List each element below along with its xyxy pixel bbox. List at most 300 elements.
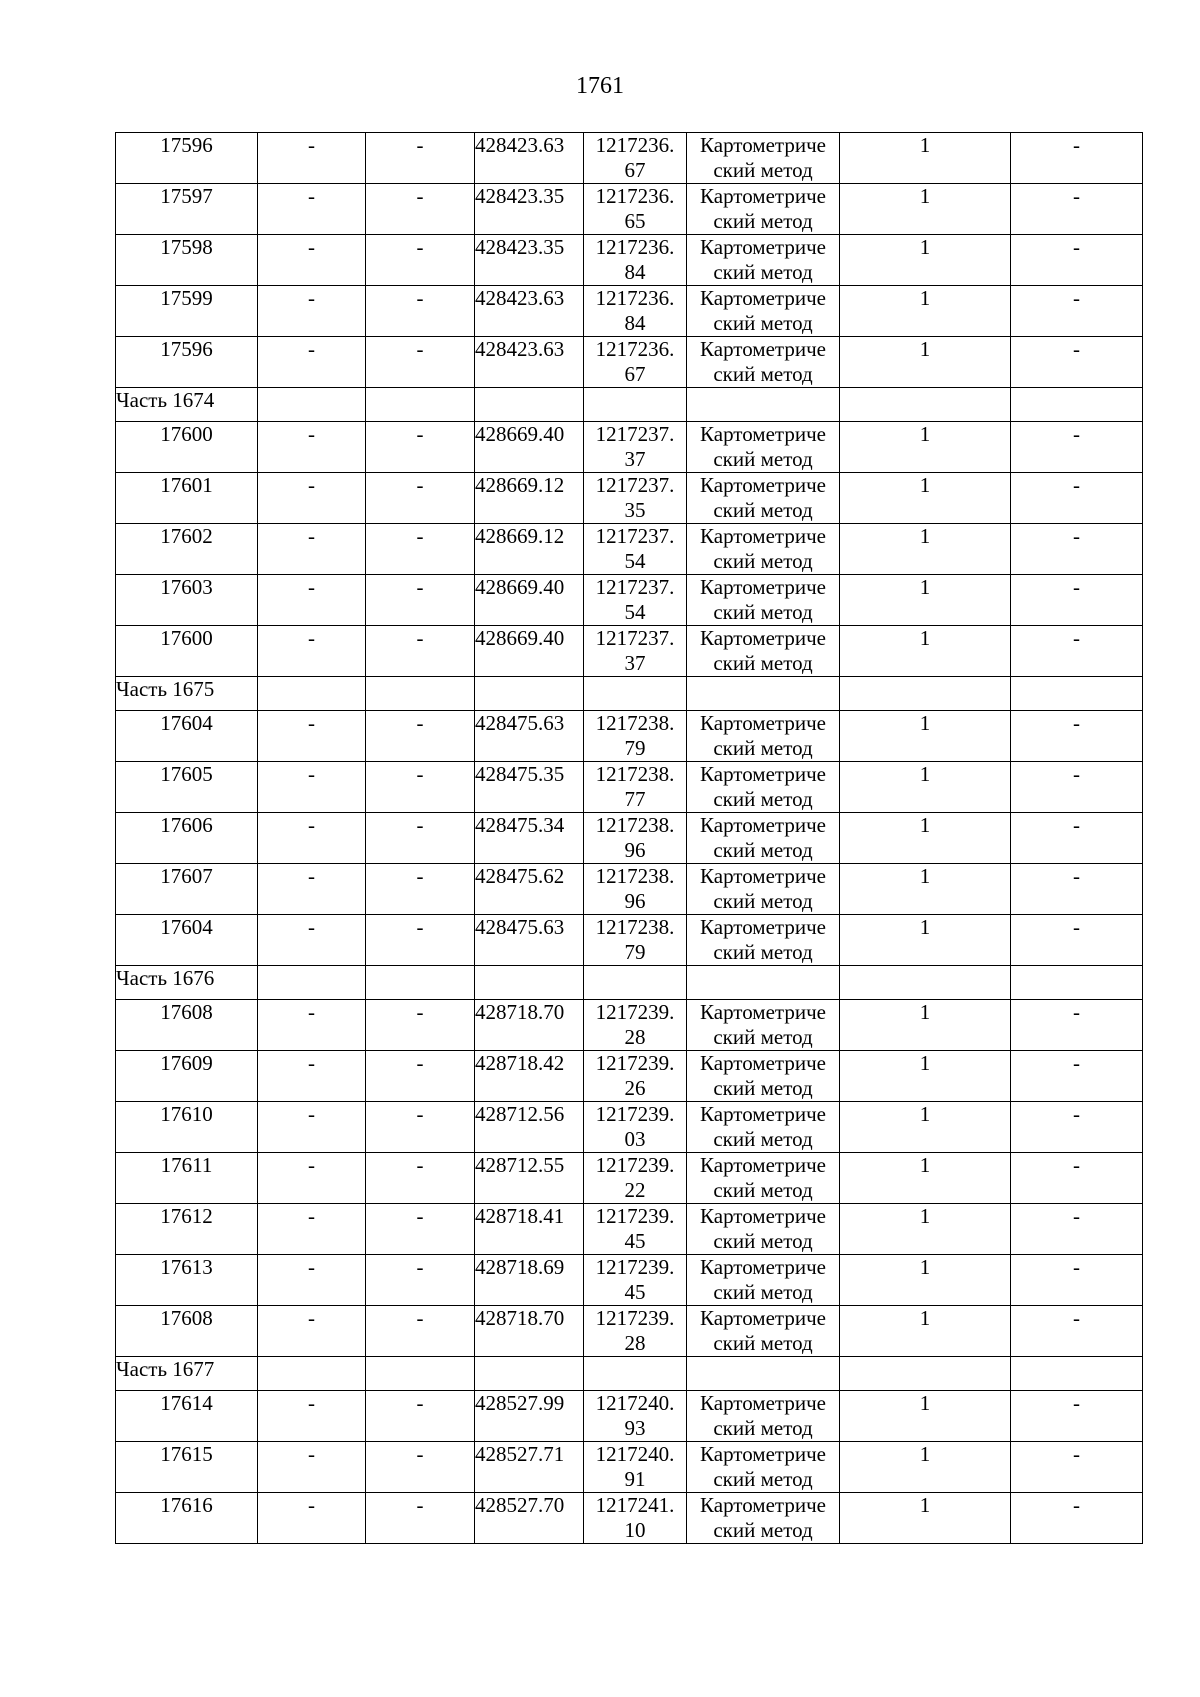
method-line-2: ский метод <box>713 1178 813 1202</box>
method-cell <box>687 813 840 864</box>
accuracy-cell: 1 <box>840 1255 1011 1306</box>
method-cell <box>687 286 840 337</box>
y-coordinate-cell <box>584 915 687 966</box>
dash-cell: - <box>258 1391 366 1442</box>
empty-cell <box>1011 388 1143 422</box>
table-row <box>116 473 1143 524</box>
empty-cell <box>584 966 687 1000</box>
method-line-1: Картометриче <box>700 1306 826 1330</box>
y-coordinate-line-1: 1217239. <box>595 1306 675 1330</box>
method-line-1: Картометриче <box>700 422 826 446</box>
dash-cell: - <box>258 1306 366 1357</box>
x-coordinate-cell: 428712.56 <box>475 1102 584 1153</box>
accuracy-cell: 1 <box>840 1000 1011 1051</box>
y-coordinate-line-2: 54 <box>624 600 646 624</box>
dash-cell: - <box>366 473 475 524</box>
dash-cell: - <box>1011 422 1143 473</box>
y-coordinate-line-2: 65 <box>624 209 646 233</box>
y-coordinate-line-1: 1217239. <box>595 1000 675 1024</box>
method-line-2: ский метод <box>713 1416 813 1440</box>
method-line-2: ский метод <box>713 549 813 573</box>
x-coordinate-cell: 428423.63 <box>475 337 584 388</box>
dash-cell: - <box>258 1051 366 1102</box>
dash-cell: - <box>1011 1306 1143 1357</box>
y-coordinate-line-2: 22 <box>624 1178 646 1202</box>
empty-cell <box>475 1357 584 1391</box>
dash-cell: - <box>258 524 366 575</box>
accuracy-cell: 1 <box>840 1391 1011 1442</box>
y-coordinate-line-1: 1217241. <box>595 1493 675 1517</box>
dash-cell: - <box>366 422 475 473</box>
accuracy-cell: 1 <box>840 184 1011 235</box>
dash-cell: - <box>258 1255 366 1306</box>
method-line-1: Картометриче <box>700 1493 826 1517</box>
y-coordinate-line-1: 1217237. <box>595 524 675 548</box>
dash-cell: - <box>258 235 366 286</box>
empty-cell <box>366 677 475 711</box>
x-coordinate-cell: 428669.40 <box>475 626 584 677</box>
part-header-row <box>116 966 1143 1000</box>
x-coordinate-cell: 428718.41 <box>475 1204 584 1255</box>
accuracy-cell: 1 <box>840 762 1011 813</box>
x-coordinate-cell: 428718.42 <box>475 1051 584 1102</box>
dash-cell: - <box>366 1493 475 1544</box>
dash-cell: - <box>1011 575 1143 626</box>
empty-cell <box>687 966 840 1000</box>
y-coordinate-line-2: 45 <box>624 1280 646 1304</box>
method-cell <box>687 473 840 524</box>
y-coordinate-cell <box>584 1204 687 1255</box>
empty-cell <box>687 1357 840 1391</box>
method-line-2: ский метод <box>713 651 813 675</box>
y-coordinate-line-1: 1217237. <box>595 473 675 497</box>
table-row <box>116 1391 1143 1442</box>
y-coordinate-line-1: 1217237. <box>595 575 675 599</box>
dash-cell: - <box>1011 1204 1143 1255</box>
method-line-2: ский метод <box>713 1518 813 1542</box>
x-coordinate-cell: 428669.12 <box>475 524 584 575</box>
x-coordinate-cell: 428423.35 <box>475 235 584 286</box>
y-coordinate-cell <box>584 133 687 184</box>
accuracy-cell: 1 <box>840 575 1011 626</box>
part-label-cell: Часть 1676 <box>116 966 258 1000</box>
method-cell <box>687 1442 840 1493</box>
table-row <box>116 133 1143 184</box>
part-header-row <box>116 1357 1143 1391</box>
method-cell <box>687 575 840 626</box>
dash-cell: - <box>258 422 366 473</box>
y-coordinate-cell <box>584 235 687 286</box>
dash-cell: - <box>1011 235 1143 286</box>
accuracy-cell: 1 <box>840 524 1011 575</box>
point-number-cell: 17608 <box>116 1306 258 1357</box>
method-cell <box>687 1255 840 1306</box>
y-coordinate-line-2: 10 <box>624 1518 646 1542</box>
accuracy-cell: 1 <box>840 235 1011 286</box>
dash-cell: - <box>366 1153 475 1204</box>
y-coordinate-line-2: 45 <box>624 1229 646 1253</box>
method-line-2: ский метод <box>713 600 813 624</box>
y-coordinate-line-2: 91 <box>624 1467 646 1491</box>
y-coordinate-cell <box>584 864 687 915</box>
accuracy-cell: 1 <box>840 1442 1011 1493</box>
y-coordinate-cell <box>584 473 687 524</box>
y-coordinate-cell <box>584 1391 687 1442</box>
empty-cell <box>584 388 687 422</box>
point-number-cell: 17598 <box>116 235 258 286</box>
point-number-cell: 17603 <box>116 575 258 626</box>
accuracy-cell: 1 <box>840 473 1011 524</box>
table-row <box>116 864 1143 915</box>
x-coordinate-cell: 428669.40 <box>475 575 584 626</box>
dash-cell: - <box>1011 1493 1143 1544</box>
y-coordinate-cell <box>584 813 687 864</box>
y-coordinate-line-1: 1217236. <box>595 235 675 259</box>
method-cell <box>687 1493 840 1544</box>
dash-cell: - <box>366 813 475 864</box>
table-row <box>116 286 1143 337</box>
table-row <box>116 1051 1143 1102</box>
method-cell <box>687 915 840 966</box>
y-coordinate-line-2: 37 <box>624 651 646 675</box>
y-coordinate-cell <box>584 337 687 388</box>
point-number-cell: 17611 <box>116 1153 258 1204</box>
y-coordinate-cell <box>584 524 687 575</box>
y-coordinate-line-2: 77 <box>624 787 646 811</box>
empty-cell <box>1011 1357 1143 1391</box>
y-coordinate-line-1: 1217238. <box>595 711 675 735</box>
y-coordinate-line-2: 96 <box>624 838 646 862</box>
y-coordinate-line-2: 79 <box>624 736 646 760</box>
point-number-cell: 17610 <box>116 1102 258 1153</box>
method-cell <box>687 524 840 575</box>
method-cell <box>687 235 840 286</box>
method-line-1: Картометриче <box>700 575 826 599</box>
dash-cell: - <box>258 762 366 813</box>
y-coordinate-cell <box>584 762 687 813</box>
table-row <box>116 1153 1143 1204</box>
y-coordinate-line-2: 35 <box>624 498 646 522</box>
x-coordinate-cell: 428475.63 <box>475 711 584 762</box>
table-row <box>116 524 1143 575</box>
method-line-2: ский метод <box>713 260 813 284</box>
y-coordinate-line-2: 67 <box>624 158 646 182</box>
y-coordinate-cell <box>584 626 687 677</box>
y-coordinate-cell <box>584 1442 687 1493</box>
method-line-2: ский метод <box>713 311 813 335</box>
dash-cell: - <box>1011 711 1143 762</box>
empty-cell <box>258 677 366 711</box>
accuracy-cell: 1 <box>840 1051 1011 1102</box>
empty-cell <box>366 388 475 422</box>
accuracy-cell: 1 <box>840 337 1011 388</box>
method-cell <box>687 1391 840 1442</box>
method-line-1: Картометриче <box>700 915 826 939</box>
method-cell <box>687 1102 840 1153</box>
y-coordinate-line-1: 1217238. <box>595 864 675 888</box>
coordinates-table <box>115 132 1143 1544</box>
empty-cell <box>258 966 366 1000</box>
x-coordinate-cell: 428718.69 <box>475 1255 584 1306</box>
method-cell <box>687 1204 840 1255</box>
dash-cell: - <box>258 1442 366 1493</box>
x-coordinate-cell: 428423.35 <box>475 184 584 235</box>
y-coordinate-line-1: 1217238. <box>595 762 675 786</box>
method-line-1: Картометриче <box>700 473 826 497</box>
y-coordinate-cell <box>584 422 687 473</box>
dash-cell: - <box>258 337 366 388</box>
x-coordinate-cell: 428475.63 <box>475 915 584 966</box>
method-line-1: Картометриче <box>700 1442 826 1466</box>
method-cell <box>687 422 840 473</box>
point-number-cell: 17601 <box>116 473 258 524</box>
y-coordinate-line-1: 1217236. <box>595 337 675 361</box>
point-number-cell: 17613 <box>116 1255 258 1306</box>
method-cell <box>687 711 840 762</box>
dash-cell: - <box>1011 133 1143 184</box>
dash-cell: - <box>258 1000 366 1051</box>
dash-cell: - <box>366 915 475 966</box>
y-coordinate-line-1: 1217240. <box>595 1442 675 1466</box>
method-line-1: Картометриче <box>700 864 826 888</box>
point-number-cell: 17599 <box>116 286 258 337</box>
x-coordinate-cell: 428527.99 <box>475 1391 584 1442</box>
dash-cell: - <box>366 235 475 286</box>
y-coordinate-line-1: 1217236. <box>595 286 675 310</box>
y-coordinate-line-2: 54 <box>624 549 646 573</box>
y-coordinate-line-1: 1217239. <box>595 1051 675 1075</box>
y-coordinate-line-1: 1217239. <box>595 1153 675 1177</box>
method-line-1: Картометриче <box>700 711 826 735</box>
method-line-1: Картометриче <box>700 1051 826 1075</box>
y-coordinate-line-2: 79 <box>624 940 646 964</box>
y-coordinate-line-1: 1217238. <box>595 813 675 837</box>
dash-cell: - <box>1011 1442 1143 1493</box>
method-line-2: ский метод <box>713 1076 813 1100</box>
accuracy-cell: 1 <box>840 286 1011 337</box>
method-line-1: Картометриче <box>700 813 826 837</box>
dash-cell: - <box>258 133 366 184</box>
x-coordinate-cell: 428475.35 <box>475 762 584 813</box>
method-cell <box>687 762 840 813</box>
accuracy-cell: 1 <box>840 1102 1011 1153</box>
accuracy-cell: 1 <box>840 422 1011 473</box>
table-row <box>116 1255 1143 1306</box>
method-line-2: ский метод <box>713 1280 813 1304</box>
dash-cell: - <box>366 133 475 184</box>
dash-cell: - <box>366 524 475 575</box>
dash-cell: - <box>1011 337 1143 388</box>
part-label-cell: Часть 1674 <box>116 388 258 422</box>
empty-cell <box>840 966 1011 1000</box>
part-label-cell: Часть 1677 <box>116 1357 258 1391</box>
x-coordinate-cell: 428423.63 <box>475 286 584 337</box>
table-row <box>116 626 1143 677</box>
dash-cell: - <box>366 337 475 388</box>
y-coordinate-cell <box>584 1153 687 1204</box>
method-line-1: Картометриче <box>700 133 826 157</box>
method-line-1: Картометриче <box>700 626 826 650</box>
table-row <box>116 337 1143 388</box>
dash-cell: - <box>1011 915 1143 966</box>
y-coordinate-line-2: 67 <box>624 362 646 386</box>
empty-cell <box>584 1357 687 1391</box>
x-coordinate-cell: 428475.62 <box>475 864 584 915</box>
dash-cell: - <box>366 1255 475 1306</box>
table-row <box>116 422 1143 473</box>
empty-cell <box>258 388 366 422</box>
dash-cell: - <box>366 1204 475 1255</box>
accuracy-cell: 1 <box>840 1493 1011 1544</box>
method-line-1: Картометриче <box>700 1204 826 1228</box>
accuracy-cell: 1 <box>840 626 1011 677</box>
method-line-2: ский метод <box>713 209 813 233</box>
dash-cell: - <box>366 1442 475 1493</box>
dash-cell: - <box>258 813 366 864</box>
x-coordinate-cell: 428718.70 <box>475 1306 584 1357</box>
point-number-cell: 17612 <box>116 1204 258 1255</box>
y-coordinate-line-1: 1217236. <box>595 184 675 208</box>
dash-cell: - <box>366 711 475 762</box>
point-number-cell: 17607 <box>116 864 258 915</box>
point-number-cell: 17605 <box>116 762 258 813</box>
table-row <box>116 1306 1143 1357</box>
table-row <box>116 184 1143 235</box>
method-line-2: ский метод <box>713 736 813 760</box>
table-row <box>116 915 1143 966</box>
accuracy-cell: 1 <box>840 1306 1011 1357</box>
accuracy-cell: 1 <box>840 1153 1011 1204</box>
accuracy-cell: 1 <box>840 133 1011 184</box>
y-coordinate-cell <box>584 286 687 337</box>
point-number-cell: 17596 <box>116 133 258 184</box>
y-coordinate-line-2: 96 <box>624 889 646 913</box>
dash-cell: - <box>1011 762 1143 813</box>
table-row <box>116 711 1143 762</box>
table-row <box>116 575 1143 626</box>
y-coordinate-cell <box>584 1493 687 1544</box>
accuracy-cell: 1 <box>840 1204 1011 1255</box>
x-coordinate-cell: 428718.70 <box>475 1000 584 1051</box>
y-coordinate-line-1: 1217239. <box>595 1255 675 1279</box>
method-line-1: Картометриче <box>700 1391 826 1415</box>
y-coordinate-cell <box>584 1306 687 1357</box>
y-coordinate-line-2: 03 <box>624 1127 646 1151</box>
empty-cell <box>687 677 840 711</box>
dash-cell: - <box>258 711 366 762</box>
y-coordinate-line-2: 28 <box>624 1331 646 1355</box>
table-body <box>116 133 1143 1544</box>
table-row <box>116 1000 1143 1051</box>
method-line-2: ский метод <box>713 889 813 913</box>
x-coordinate-cell: 428475.34 <box>475 813 584 864</box>
method-cell <box>687 337 840 388</box>
method-cell <box>687 626 840 677</box>
accuracy-cell: 1 <box>840 813 1011 864</box>
x-coordinate-cell: 428669.40 <box>475 422 584 473</box>
x-coordinate-cell: 428669.12 <box>475 473 584 524</box>
method-line-2: ский метод <box>713 1467 813 1491</box>
dash-cell: - <box>1011 1102 1143 1153</box>
dash-cell: - <box>258 864 366 915</box>
point-number-cell: 17604 <box>116 915 258 966</box>
dash-cell: - <box>366 575 475 626</box>
point-number-cell: 17600 <box>116 626 258 677</box>
method-line-2: ский метод <box>713 158 813 182</box>
y-coordinate-line-1: 1217239. <box>595 1102 675 1126</box>
method-cell <box>687 1306 840 1357</box>
empty-cell <box>366 1357 475 1391</box>
dash-cell: - <box>258 473 366 524</box>
method-line-1: Картометриче <box>700 235 826 259</box>
x-coordinate-cell: 428712.55 <box>475 1153 584 1204</box>
method-line-2: ский метод <box>713 1025 813 1049</box>
empty-cell <box>840 388 1011 422</box>
y-coordinate-cell <box>584 575 687 626</box>
point-number-cell: 17600 <box>116 422 258 473</box>
empty-cell <box>840 1357 1011 1391</box>
y-coordinate-line-2: 26 <box>624 1076 646 1100</box>
method-line-1: Картометриче <box>700 337 826 361</box>
dash-cell: - <box>1011 1255 1143 1306</box>
method-cell <box>687 1051 840 1102</box>
dash-cell: - <box>258 184 366 235</box>
point-number-cell: 17616 <box>116 1493 258 1544</box>
x-coordinate-cell: 428527.71 <box>475 1442 584 1493</box>
dash-cell: - <box>1011 1153 1143 1204</box>
table-row <box>116 235 1143 286</box>
dash-cell: - <box>1011 286 1143 337</box>
dash-cell: - <box>1011 626 1143 677</box>
empty-cell <box>687 388 840 422</box>
method-line-1: Картометриче <box>700 762 826 786</box>
method-line-2: ский метод <box>713 498 813 522</box>
empty-cell <box>475 388 584 422</box>
table-row <box>116 1102 1143 1153</box>
method-line-2: ский метод <box>713 1127 813 1151</box>
dash-cell: - <box>1011 864 1143 915</box>
x-coordinate-cell: 428423.63 <box>475 133 584 184</box>
method-line-1: Картометриче <box>700 1153 826 1177</box>
dash-cell: - <box>366 1051 475 1102</box>
dash-cell: - <box>366 1102 475 1153</box>
dash-cell: - <box>258 915 366 966</box>
method-line-1: Картометриче <box>700 524 826 548</box>
y-coordinate-cell <box>584 1255 687 1306</box>
dash-cell: - <box>366 626 475 677</box>
dash-cell: - <box>258 286 366 337</box>
empty-cell <box>584 677 687 711</box>
point-number-cell: 17608 <box>116 1000 258 1051</box>
dash-cell: - <box>258 1102 366 1153</box>
empty-cell <box>1011 966 1143 1000</box>
dash-cell: - <box>366 1306 475 1357</box>
y-coordinate-line-2: 84 <box>624 311 646 335</box>
point-number-cell: 17596 <box>116 337 258 388</box>
point-number-cell: 17609 <box>116 1051 258 1102</box>
method-line-2: ский метод <box>713 940 813 964</box>
empty-cell <box>475 677 584 711</box>
dash-cell: - <box>366 1000 475 1051</box>
dash-cell: - <box>366 184 475 235</box>
accuracy-cell: 1 <box>840 864 1011 915</box>
table-row <box>116 1493 1143 1544</box>
point-number-cell: 17615 <box>116 1442 258 1493</box>
page-number: 1761 <box>576 73 624 99</box>
y-coordinate-line-2: 37 <box>624 447 646 471</box>
point-number-cell: 17614 <box>116 1391 258 1442</box>
method-line-1: Картометриче <box>700 1102 826 1126</box>
